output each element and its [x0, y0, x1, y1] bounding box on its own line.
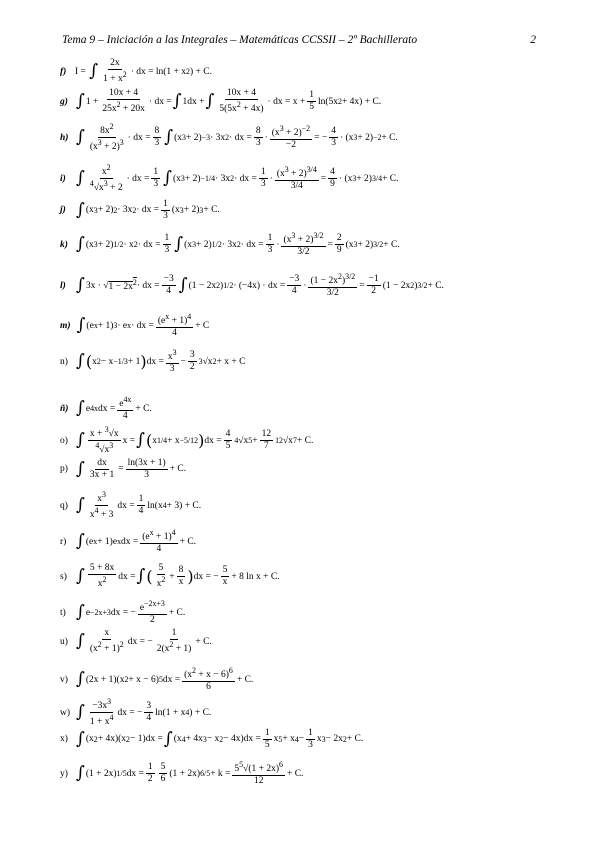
exercise-expression: ∫ $\frac{8x^2}{(x^3 + 2)^3}$ · dx = $\frac{8}{3}$ ∫ (x 3 + 2) −3 · 3x 2 · dx = $\frac{8}{3}$ · $\frac{(x^3 + 2)^{-2}}{-2}$ = − $\frac{4}{3}$ · (x 3 + 2) −2 + C.: [76, 122, 398, 153]
exercise-label: w): [60, 707, 71, 718]
exercise-expression: ∫ $\frac{x^2}{^4√x^3 + 2}$ · dx = $\frac{1}{3}$ ∫ (x 3 + 2) −1/4 · 3x 2 · dx = $\frac{1}{3}$ · $\frac{(x^3 + 2)^{3/4}}{3/4}$ = $\frac{4}{9}$ · (x 3 + 2) 3/4 + C.: [76, 163, 399, 194]
exercise-label: t): [60, 607, 66, 618]
exercise-label: ñ): [60, 403, 69, 414]
exercise-expression: ∫ (e x + 1)e x dx = $\frac{(e^x + 1)^4}{4}$ + C.: [76, 528, 197, 555]
exercise-label: j): [60, 205, 66, 216]
exercise-w: [60, 697, 540, 728]
exercise-expression: ∫ (e x + 1) 3 · e x · dx = $\frac{(e^x + 1)^4}{4}$ + C: [76, 312, 210, 339]
exercise-h: [60, 122, 540, 153]
exercise-expression: ∫ (x 3 + 2) 1/2 · x 2 · dx = $\frac{1}{3}$ ∫ (x 3 + 2) 1/2 · 3x 2 · dx = $\frac{1}{3}$ · $\frac{(x^3 + 2)^{3/2}}{3/2}$ = $\frac{2}{9}$ (x 3 + 2) 3/2 + C.: [76, 231, 400, 258]
exercise-j: [60, 199, 540, 222]
exercise-p: [60, 458, 540, 481]
exercise-g: [60, 88, 540, 115]
exercise-label: q): [60, 500, 68, 511]
exercise-label: u): [60, 636, 68, 647]
exercise-expression: ∫ 3x · √ $1 - 2x^2$ · dx = $\frac{-3}{4}$ ∫ (1 − 2x 2 ) 1/2 · (−4x) · dx = $\frac{-3}{4}$ · $\frac{(1 - 2x^2)^{3/2}}{3/2}$ = $\frac{-1}{2}$ (1 − 2x 2 ) 3/2 + C.: [76, 272, 444, 299]
exercise-u: [60, 628, 540, 655]
exercise-o: [60, 425, 540, 456]
exercise-y: [60, 760, 540, 787]
exercise-l: [60, 272, 540, 299]
exercise-label: g): [60, 96, 68, 107]
exercise-m: [60, 312, 540, 339]
exercise-expression: ∫ e −2x+3 dx = − $\frac{e^{-2x+3}}{2}$ + C.: [76, 599, 186, 626]
exercise-expression: ∫ (x 3 + 2) 2 · 3x 2 · dx = $\frac{1}{3}$ (x 3 + 2) 3 + C.: [76, 199, 220, 221]
exercise-expression: ∫ (2x + 1)(x 2 + x − 6) 5 dx = $\frac{(x^2 + x - 6)^6}{6}$ + C.: [76, 666, 254, 693]
exercise-expression: ∫ (1 + 2x) 1/5 dx = $\frac{1}{2}$ $\frac{5}{6}$ (1 + 2x) 6/5 + k = $\frac{5^5√(1 + 2x)^6}{12}$ + C.: [76, 760, 304, 787]
exercise-t: [60, 599, 540, 626]
exercise-expression: ∫ $\frac{dx}{3x + 1}$ = $\frac{\ln(3x + 1)}{3}$ + C.: [76, 458, 187, 480]
exercise-k: [60, 231, 540, 258]
exercise-x: [60, 728, 540, 751]
exercise-label: y): [60, 768, 68, 779]
exercise-expression: ∫ $\frac{5 + 8x}{x^2}$ dx = ∫ ( $\frac{5}{x^2}$ + $\frac{8}{x}$ ) dx = − $\frac{5}{x}$ + 8 ln x + C.: [76, 563, 280, 590]
exercise-expression: ∫ e 4x dx = $\frac{e^{4x}}{4}$ + C.: [76, 395, 152, 422]
exercise-s: [60, 563, 540, 590]
exercise-label: p): [60, 464, 68, 475]
exercise-label: n): [60, 356, 68, 367]
exercise-expression: ∫ $\frac{x^3}{x^4 + 3}$ dx = $\frac{1}{4}$ ln(x 4 + 3) + C.: [76, 490, 202, 521]
page-header: [62, 34, 536, 46]
exercise-expression: ∫ $\frac{x + ^3√x}{^4√x^3}$ x = ∫ ( x 1/4 + x −5/12 ) dx = $\frac{4}{5}$ 4 √x 5 + $\frac{12}{7}$ 12 √x 7 + C.: [76, 425, 314, 456]
exercise-i: [60, 163, 540, 194]
exercise-expression: ∫ 1 + $\frac{10x + 4}{25x^2 + 20x}$ · dx = ∫ 1dx + ∫ $\frac{10x + 4}{5(5x^2 + 4x)}$ · dx = x + $\frac{1}{5}$ ln(5x 2 + 4x) + C.: [76, 88, 382, 115]
exercise-label: s): [60, 571, 67, 582]
exercise-n: [60, 348, 540, 375]
exercise-label: l): [60, 280, 66, 291]
header-title: Tema 9 – Iniciación a las Integrales – Matemáticas CCSSII – 2º Bachillerato: [62, 34, 418, 46]
exercise-expression: ∫ (x 2 + 4x)(x 2 − 1)dx = ∫ (x 4 + 4x 3 − x 2 − 4x)dx = $\frac{1}{5}$ x 5 + x 4 − $\frac{1}{3}$ x 3 − 2x 2 + C.: [76, 728, 364, 750]
exercise-expression: ∫ ( x 2 − x −1/3 + 1 ) dx = $\frac{x^3}{3}$ − $\frac{3}{2}$ 3 √x 2 + x + C: [76, 348, 246, 375]
exercise-label: h): [60, 132, 69, 143]
exercise-label: o): [60, 435, 68, 446]
exercise-label: v): [60, 674, 68, 685]
page-number: 2: [530, 34, 536, 46]
exercise-expression: ∫ $\frac{-3x^3}{1 + x^4}$ dx = − $\frac{3}{4}$ ln(1 + x 4 ) + C.: [76, 697, 212, 728]
exercise-label: k): [60, 239, 68, 250]
exercise-r: [60, 528, 540, 555]
exercise-expression: I = ∫ $\frac{2x}{1 + x^2}$ · dx = ln(1 + x 2 ) + C.: [75, 58, 212, 85]
exercise-v: [60, 666, 540, 693]
exercise-f: [60, 58, 540, 85]
exercise-label: m): [60, 320, 71, 331]
exercise-expression: ∫ $\frac{x}{(x^2 + 1)^2}$ dx = − $\frac{1}{2(x^2 + 1)}$ + C.: [76, 628, 212, 655]
exercise-enye: [60, 395, 540, 422]
exercise-label: f): [60, 66, 67, 77]
exercise-label: i): [60, 173, 66, 184]
exercise-label: x): [60, 734, 68, 745]
exercise-q: [60, 490, 540, 521]
exercise-label: r): [60, 536, 67, 547]
